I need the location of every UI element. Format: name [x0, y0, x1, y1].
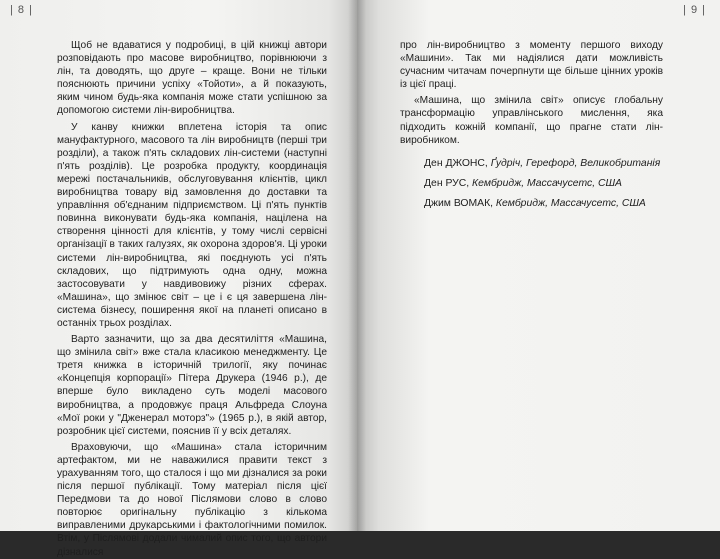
- paragraph: Варто зазначити, що за два десятиліття «Машина, що змінила світ» вже стала класикою менеджменту. Це третя книжка в історичній трилогії, яку починає «Концепція корпорації» Пітера Друкера (1946 р.), де вперше було викладено суть моделі масового виробництва, а продовжує праця Альфреда Слоуна «Мої роки у "Дженерал моторз"» (1965 р.), в якій автор, розробник цієї системи, пояснив її у всіх деталях.: [57, 334, 327, 437]
- signature-line: [424, 194, 684, 214]
- author-name: Джим ВОМАК,: [424, 198, 494, 209]
- author-signatures: [424, 154, 684, 214]
- author-location: Кембридж, Массачусетс, США: [472, 178, 622, 189]
- signature-line: [424, 154, 684, 174]
- right-page: [357, 0, 720, 531]
- author-name: Ден РУС,: [424, 178, 470, 189]
- paragraph: Враховуючи, що «Машина» стала історичним артефактом, ми не наважилися правити текст з урахуванням того, що сталося і що ми дізналися за роки після першої публікації. Тому матеріал після цієї Передмови та до нової Післямови слово в слово повторює оригінальну публікацію з кількома виправленими друкарськими і фактологічними помилок. Втім, у Післямові додали чималий опис того, що автори дізналися: [57, 441, 327, 558]
- left-page-text: [57, 39, 327, 559]
- paragraph: У канву книжки вплетена історія та опис мануфактурного, масового та лін виробництв (перші три розділи), а також п'ять складових лін-системи (наступні п'ять розділів). Це розробка продукту, координація мережі постачальників, обслуговування клієнтів, цикл виробництва товару від замовлення до доставки та управління об'єднаним підприємством. Ці п'ять пунктів повинна виконувати будь-яка компанія, націлена на створення цінності для клієнтів, у тому числі сервісні організації в таких галузях, як охорона здоров'я. Ці уроки системи лін-виробництва, які поєднують усі п'ять складових, що підтримують одна одну, можна застосовувати у навдивовижу різних сферах. «Машина», що змінює світ – це і є ця завершена лін-система бізнесу, поширення якої на планеті описано в останніх трьох розділах.: [57, 121, 327, 329]
- page-number-right: | 9 |: [683, 4, 706, 16]
- book-gutter: [348, 0, 366, 531]
- author-location: Кембридж, Массачусетс, США: [495, 198, 646, 209]
- author-location: Ґудріч, Герефорд, Великобританія: [490, 158, 661, 169]
- left-page: [0, 0, 357, 558]
- paragraph: «Машина, що змінила світ» описує глобальну трансформацію управлінського мислення, яка підходить кожній компанії, що прагне стати лін-виробником.: [400, 95, 663, 146]
- paragraph: Щоб не вдаватися у подробиці, в цій книжці автори розповідають про масове виробництво, порівнюючи з лін, та доводять, що друге – краще. Вони не тільки пояснюють причини успіху «Тойоти», а й показують, яким чином будь-яка компанія може стати успішною за допомогою системи лін-виробництва.: [57, 40, 327, 117]
- right-page-text: [400, 39, 663, 147]
- author-name: Ден ДЖОНС,: [424, 158, 488, 169]
- paragraph: про лін-виробництво з моменту першого виходу «Машини». Так ми надіялися дати можливість сучасним читачам почерпнути ще більше цінних уроків із цієї праці.: [400, 40, 663, 91]
- signature-line: [424, 174, 684, 194]
- page-number-left: | 8 |: [10, 4, 33, 16]
